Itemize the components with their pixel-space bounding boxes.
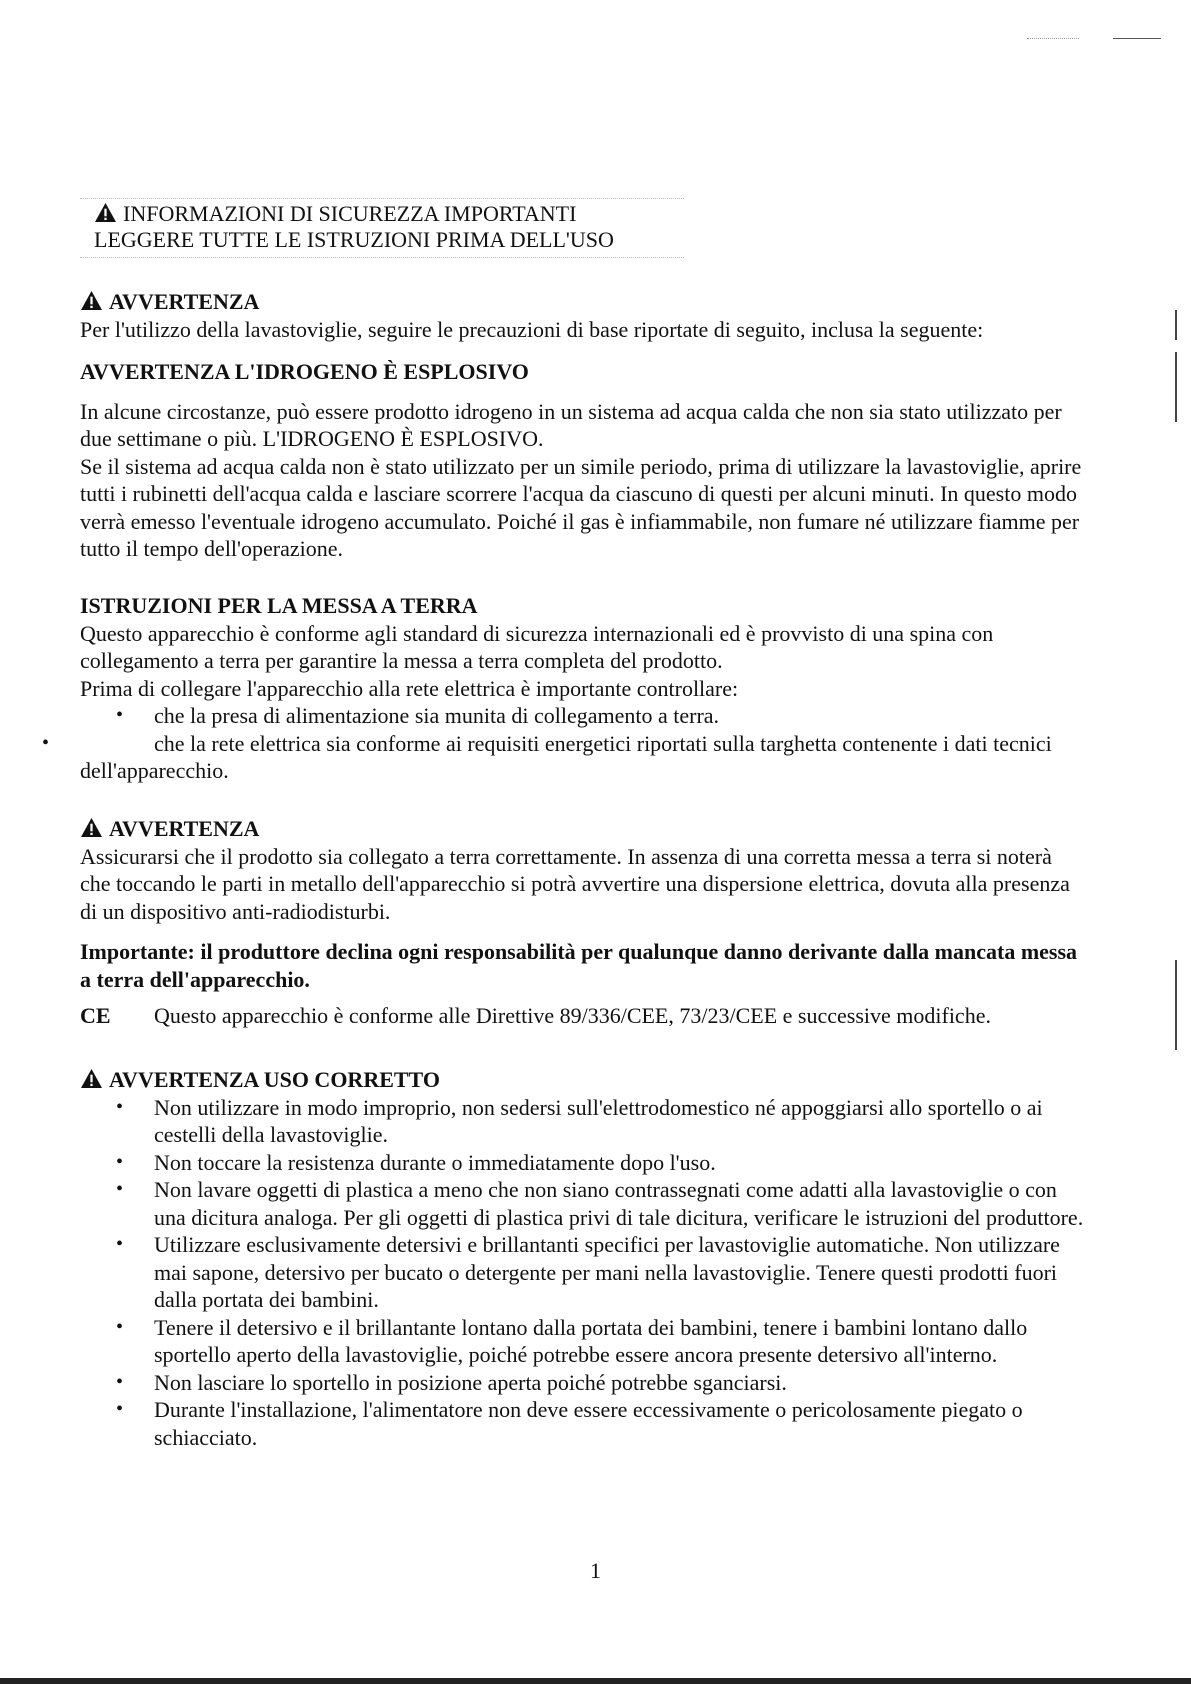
list-item: • che la presa di alimentazione sia munita di collegamento a terra. (116, 703, 720, 728)
hydrogen-paragraph-1: In alcune circostanze, può essere prodotto idrogeno in un sistema ad acqua calda che non sia stato utilizzato per due settimane o più. L'IDROGENO È ESPLOSIVO. (80, 398, 1062, 451)
grounding-paragraph-1: Questo apparecchio è conforme agli standard di sicurezza internazionali ed è provvisto di una spina con collegamento a terra per garantire la messa a terra completa del prodotto. (80, 620, 994, 673)
warning-triangle-icon (80, 290, 103, 311)
grounding-heading: ISTRUZIONI PER LA MESSA A TERRA (80, 593, 478, 618)
list-item: • Non lavare oggetti di plastica a meno che non siano contrassegnati come adatti alla lavastoviglie o con una dicitura analoga. Per gli oggetti di plastica privi di tale dicitura, verificare le istruzioni del produttore. (116, 1177, 1084, 1230)
scan-artifact (1027, 38, 1079, 40)
hydrogen-heading: AVVERTENZA L'IDROGENO È ESPLOSIVO (80, 359, 529, 384)
correct-use-section (80, 1066, 1085, 1451)
warning-title: AVVERTENZA (109, 816, 260, 841)
list-item: • Tenere il detersivo e il brillantante lontano dalla portata dei bambini, tenere i bambini lontano dallo sportello aperto della lavastoviglie, poiché potrebbe essere ancora presente detersivo all'interno. (116, 1314, 1028, 1367)
list-item: • Non utilizzare in modo improprio, non sedersi sull'elettrodomestico né appoggiarsi allo sportello o ai cestelli della lavastoviglie. (116, 1094, 1043, 1147)
scan-artifact-line (1113, 38, 1161, 39)
header-line-1 (94, 201, 684, 227)
list-item-text: Tenere il detersivo e il brillantante lontano dalla portata dei bambini, tenere i bambini lontano dallo sportello aperto della lavastoviglie, poiché potrebbe essere ancora presente detersivo all'interno. (154, 1314, 1028, 1367)
list-item-text: Non toccare la resistenza durante o immediatamente dopo l'uso. (154, 1149, 716, 1175)
grounding-section (42, 592, 1085, 785)
warning-triangle-icon (80, 817, 103, 838)
header-title: INFORMAZIONI DI SICUREZZA IMPORTANTI (123, 201, 577, 226)
list-item-text: Non utilizzare in modo improprio, non sedersi sull'elettrodomestico né appoggiarsi allo sportello o ai cestelli della lavastoviglie. (154, 1094, 1043, 1147)
ce-mark: CE (80, 1003, 111, 1028)
ce-statement (80, 1002, 1085, 1030)
list-item-text: che la presa di alimentazione sia munita di collegamento a terra. (154, 703, 720, 728)
hydrogen-section (80, 358, 1085, 563)
warning-section-1 (80, 288, 1085, 343)
safety-header (80, 198, 684, 258)
list-item: • Utilizzare esclusivamente detersivi e brillantanti specifici per lavastoviglie automatiche. Non utilizzare mai sapone, detersivo per bucato o detergente per mani nella lavastoviglie. Tenere questi prodotti fuori dalla portata dei bambini. (116, 1232, 1060, 1312)
scan-artifact-mark (1175, 310, 1177, 340)
scan-artifact-mark (1175, 960, 1177, 1050)
scan-artifact-mark (1175, 352, 1177, 422)
warning-section-2 (80, 815, 1085, 925)
warning-text: Assicurarsi che il prodotto sia collegato a terra correttamente. In assenza di una corretta messa a terra si noterà che toccando le parti in metallo dell'apparecchio si potrà avvertire una dispersione elettrica, dovuta alla presenza di un dispositivo anti-radiodisturbi. (80, 843, 1070, 924)
list-item: • Durante l'installazione, l'alimentatore non deve essere eccessivamente o pericolosamente piegato o schiacciato. (116, 1397, 1023, 1450)
warning-triangle-icon (80, 1068, 103, 1089)
warning-text: Per l'utilizzo della lavastoviglie, seguire le precauzioni di base riportate di seguito, inclusa la seguente: (80, 316, 984, 342)
grounding-paragraph-2: Prima di collegare l'apparecchio alla rete elettrica è importante controllare: (80, 675, 739, 701)
hydrogen-paragraph-2: Se il sistema ad acqua calda non è stato utilizzato per un simile periodo, prima di utilizzare la lavastoviglie, aprire tutti i rubinetti dell'acqua calda e lasciare scorrere l'acqua da ciascuno di questi per alcuni minuti. In questo modo verrà emesso l'eventuale idrogeno accumulato. Poiché il gas è infiammabile, non fumare né utilizzare fiamme per tutto il tempo dell'operazione. (80, 453, 1082, 561)
warning-title: AVVERTENZA (109, 289, 260, 314)
important-note (80, 938, 1085, 993)
warning-heading (80, 288, 1085, 316)
list-item: • Non toccare la resistenza durante o immediatamente dopo l'uso. (116, 1149, 716, 1175)
page-number: 1 (590, 1558, 601, 1583)
list-item: • che la rete elettrica sia conforme ai requisiti energetici riportati sulla targhetta contenente i dati tecnici dell'apparecchio. (42, 730, 1052, 783)
list-item-text: Non lasciare lo sportello in posizione aperta poiché potrebbe sganciarsi. (154, 1369, 787, 1395)
warning-heading (80, 815, 1085, 843)
correct-use-title: AVVERTENZA USO CORRETTO (109, 1067, 440, 1092)
list-item-text: Utilizzare esclusivamente detersivi e brillantanti specifici per lavastoviglie automatiche. Non utilizzare mai sapone, detersivo per bucato o detergente per mani nella lavastoviglie. Tenere questi prodotti fuori dalla portata dei bambini. (154, 1232, 1060, 1312)
list-item: • Non lasciare lo sportello in posizione aperta poiché potrebbe sganciarsi. (116, 1369, 787, 1395)
correct-use-list (80, 1094, 1085, 1452)
scan-bottom-edge (0, 1678, 1191, 1684)
list-item-text: Durante l'installazione, l'alimentatore non deve essere eccessivamente o pericolosamente piegato o schiacciato. (154, 1397, 1023, 1450)
list-item-text: Non lavare oggetti di plastica a meno che non siano contrassegnati come adatti alla lavastoviglie o con una dicitura analoga. Per gli oggetti di plastica privi di tale dicitura, verificare le istruzioni del produttore. (154, 1177, 1084, 1230)
ce-text: Questo apparecchio è conforme alle Direttive 89/336/CEE, 73/23/CEE e successive modifiche. (154, 1003, 991, 1028)
warning-triangle-icon (94, 202, 117, 223)
list-item-text: che la rete elettrica sia conforme ai requisiti energetici riportati sulla targhetta contenente i dati tecnici dell'apparecchio. (80, 730, 1052, 783)
correct-use-heading (80, 1066, 1085, 1094)
header-line-2: LEGGERE TUTTE LE ISTRUZIONI PRIMA DELL'USO (94, 227, 614, 252)
important-text: Importante: il produttore declina ogni responsabilità per qualunque danno derivante dalla mancata messa a terra dell'apparecchio. (80, 939, 1078, 992)
